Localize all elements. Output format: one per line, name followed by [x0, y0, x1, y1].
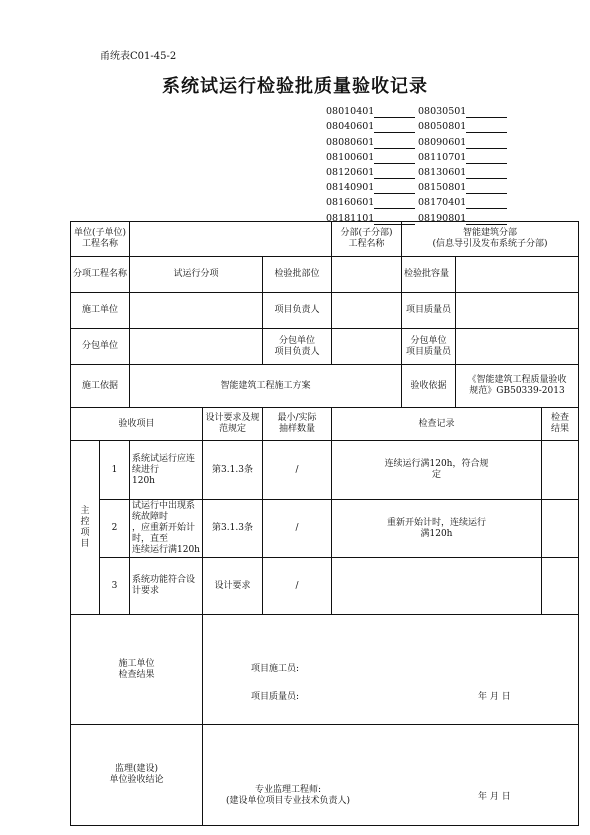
- record-header: 检查记录: [332, 408, 542, 441]
- sub-quality-label: 分包单位 项目质量员: [402, 329, 456, 365]
- construction-unit-row: [71, 293, 579, 329]
- code-number: 08140901: [326, 182, 375, 194]
- table-row: [71, 441, 579, 500]
- construction-check-signatures: [203, 615, 579, 725]
- code-row: [326, 164, 516, 179]
- batch-part-label: 检验批部位: [263, 257, 332, 293]
- item-number: 2: [100, 500, 130, 558]
- code-number: 08130601: [418, 166, 467, 178]
- item-requirement: 第3.1.3条: [203, 441, 263, 500]
- code-row: [326, 179, 516, 194]
- item-record: 连续运行满120h，符合规 定: [332, 441, 542, 500]
- document-title: 系统试运行检验批质量验收记录: [162, 76, 428, 97]
- code-number: 08190801: [418, 212, 467, 224]
- code-number: 08040601: [326, 121, 375, 133]
- code-number: 08030501: [418, 106, 467, 118]
- subitem-value: 试运行分项: [130, 257, 263, 293]
- item-description: 系统试运行应连续进行 120h: [130, 441, 203, 500]
- item-result: [542, 441, 579, 500]
- main-control-label: 主 控 项 目: [71, 441, 100, 615]
- code-number: 08050801: [418, 121, 467, 133]
- division-name-label: 分部(子分部) 工程名称: [332, 222, 402, 257]
- construction-basis-value: 智能建筑工程施工方案: [130, 365, 402, 408]
- batch-part-value: [332, 257, 402, 293]
- sub-manager-label: 分包单位 项目负责人: [263, 329, 332, 365]
- item-number: 3: [100, 558, 130, 615]
- sub-unit-value: [130, 329, 263, 365]
- item-sample: /: [263, 558, 332, 615]
- construction-check-label: 施工单位 检查结果: [71, 615, 203, 725]
- division-name-value: 智能建筑分部 (信息导引及发布系统子分部): [402, 222, 579, 257]
- item-description: 试运行中出现系统故障时 ，应重新开始计时，直至 连续运行满120h: [130, 500, 203, 558]
- acceptance-basis-label: 验收依据: [402, 365, 456, 408]
- item-number: 1: [100, 441, 130, 500]
- code-number: 08120601: [326, 166, 375, 178]
- item-record: [332, 558, 542, 615]
- code-number: 08150801: [418, 182, 467, 194]
- sub-unit-row: [71, 329, 579, 365]
- batch-capacity-value: [456, 257, 579, 293]
- requirement-header: 设计要求及规 范规定: [203, 408, 263, 441]
- item-record: 重新开始计时，连续运行 满120h: [332, 500, 542, 558]
- item-result: [542, 558, 579, 615]
- basis-row: [71, 365, 579, 408]
- code-number: 08110701: [418, 151, 467, 163]
- table-row: [71, 500, 579, 558]
- code-row: [326, 118, 516, 133]
- construction-basis-label: 施工依据: [71, 365, 130, 408]
- code-number: 08080601: [326, 136, 375, 148]
- construction-unit-label: 施工单位: [71, 293, 130, 329]
- code-number: 08090601: [418, 136, 467, 148]
- code-row: [326, 194, 516, 209]
- supervision-date: 年 月 日: [478, 792, 511, 802]
- code-number: 08100601: [326, 151, 375, 163]
- batch-capacity-label: 检验批容量: [402, 257, 456, 293]
- sample-header: 最小/实际 抽样数量: [263, 408, 332, 441]
- quality-officer-value: [456, 293, 579, 329]
- supervision-engineer-label: 专业监理工程师: (建设单位项目专业技术负责人): [225, 785, 351, 806]
- item-header: 验收项目: [71, 408, 203, 441]
- code-row: [326, 149, 516, 164]
- supervision-row: [71, 725, 579, 826]
- item-result: [542, 500, 579, 558]
- item-sample: /: [263, 441, 332, 500]
- subitem-label: 分项工程名称: [71, 257, 130, 293]
- construction-check-row: [71, 615, 579, 725]
- unit-name-value: [130, 222, 332, 257]
- supervision-signatures: [203, 725, 579, 826]
- item-sample: /: [263, 500, 332, 558]
- acceptance-form-table: [70, 221, 579, 826]
- construction-date: 年 月 日: [478, 692, 511, 702]
- acceptance-basis-value: 《智能建筑工程质量验收 规范》GB50339-2013: [456, 365, 579, 408]
- code-number: 08010401: [326, 106, 375, 118]
- construction-worker-label: 项目施工员:: [251, 664, 300, 674]
- code-number: 08160601: [326, 197, 375, 209]
- form-code: 甬统表C01-45-2: [100, 51, 177, 62]
- quality-officer-label: 项目质量员: [402, 293, 456, 329]
- sub-manager-value: [332, 329, 402, 365]
- code-row: [326, 103, 516, 118]
- code-number: 08181101: [326, 212, 375, 224]
- supervision-label: 监理(建设) 单位验收结论: [71, 725, 203, 826]
- sub-unit-label: 分包单位: [71, 329, 130, 365]
- sub-quality-value: [456, 329, 579, 365]
- code-row: [326, 133, 516, 148]
- result-header: 检查 结果: [542, 408, 579, 441]
- items-header-row: [71, 408, 579, 441]
- construction-quality-label: 项目质量员:: [251, 692, 300, 702]
- subitem-row: [71, 257, 579, 293]
- project-manager-label: 项目负责人: [263, 293, 332, 329]
- item-requirement: 第3.1.3条: [203, 500, 263, 558]
- code-number: 08170401: [418, 197, 467, 209]
- construction-unit-value: [130, 293, 263, 329]
- item-description: 系统功能符合设计要求: [130, 558, 203, 615]
- inspection-code-list: [326, 103, 516, 225]
- table-row: [71, 558, 579, 615]
- unit-row: [71, 222, 579, 257]
- unit-name-label: 单位(子单位) 工程名称: [71, 222, 130, 257]
- item-requirement: 设计要求: [203, 558, 263, 615]
- project-manager-value: [332, 293, 402, 329]
